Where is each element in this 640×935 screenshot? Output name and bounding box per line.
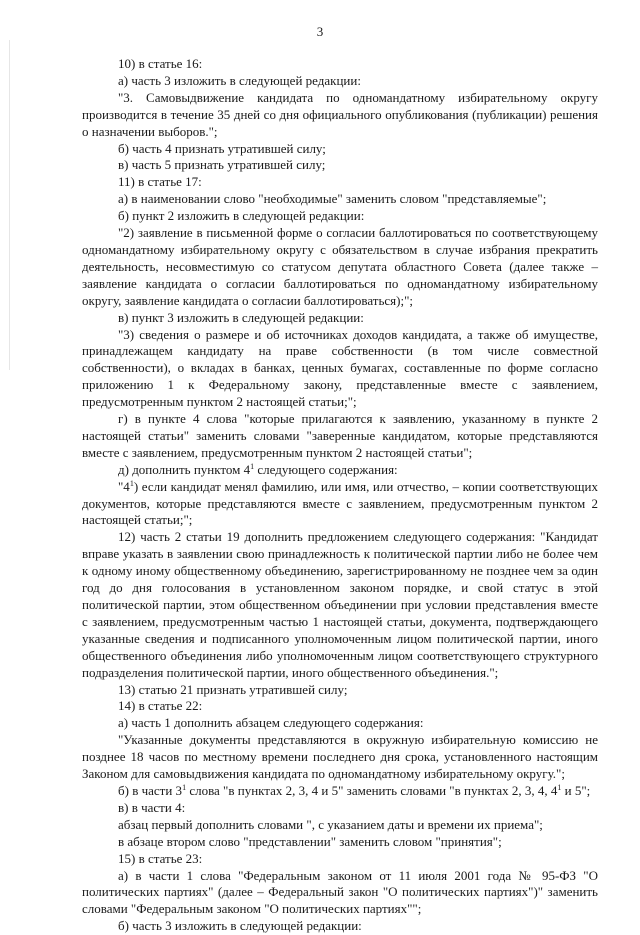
paragraph (82, 800, 598, 817)
paragraph-text: 10) в статье 16: (118, 56, 203, 71)
paragraph (82, 174, 598, 191)
paragraph-text: в абзаце втором слово "представлении" заменить словом "принятия"; (118, 833, 502, 849)
paragraph-text: д) дополнить пунктом 4 (118, 461, 251, 477)
paragraph (82, 141, 598, 158)
paragraph (82, 834, 598, 851)
paragraph-text: слова "в пунктах 2, 3, 4 и 5" заменить словами "в пунктах 2, 3, 4, 4 (186, 782, 558, 798)
paragraph (82, 918, 598, 935)
paragraph-text: в) в части 4: (118, 799, 186, 815)
paragraph-text: 12) часть 2 статьи 19 дополнить предложением следующего содержания: "Кандидат вправе указать в заявлении свою принадлежность к политической партии либо не более чем к одному иному общественному объединению, зарегистрированному не позднее чем за один год до дня голосования в установленном законом порядке, и свой статус в этой политической партии, этом общественном объединении при условии представления вместе с заявлением, предусмотренным частью 1 настоящей статьи, документа, подтверждающего указанные сведения и подписанного уполномоченным лицом политической партии, иного общественного объединения либо уполномоченным лицом соответствующего структурного подразделения политической партии, иного общественного объединения."; (82, 529, 598, 680)
paragraph-text: "3. Самовыдвижение кандидата по одномандатному избирательному округу производится в течение 35 дней со дня официального опубликования (публикации) решения о назначении выборов."; (82, 89, 598, 139)
paragraph (82, 529, 598, 681)
paragraph-text: в) пункт 3 изложить в следующей редакции: (118, 309, 364, 325)
paragraph-text: "4 (118, 478, 130, 494)
paragraph (82, 327, 598, 412)
paragraph-text: следующего содержания: (254, 461, 398, 477)
paragraph-text: а) в наименовании слово "необходимые" заменить словом "представляемые"; (118, 191, 547, 207)
paragraph (82, 868, 598, 919)
paragraph-text: "2) заявление в письменной форме о согласии баллотироваться по соответствующему одномандатному избирательному округу с обязательством в случае избрания прекратить деятельность, несовместимую со статусом депутата областного Совета (далее также – заявление кандидата о согласии баллотироваться по одномандатному избирательному округу, заявление кандидата о согласии баллотироваться);"; (82, 225, 598, 308)
paragraph-text: в) часть 5 признать утратившей силу; (118, 157, 326, 173)
paragraph (82, 73, 598, 90)
paragraph-text: б) часть 3 изложить в следующей редакции: (118, 918, 362, 934)
paragraph-text: "Указанные документы представляются в окружную избирательную комиссию не позднее 18 часов по местному времени последнего дня срока, установленного настоящим Законом для самовыдвижения кандидата по одномандатному избирательному округу."; (82, 732, 598, 782)
paragraph-text: 15) в статье 23: (118, 850, 203, 866)
paragraph-text: "3) сведения о размере и об источниках доходов кандидата, а также об имуществе, принадлежащем кандидату на праве собственности (в том числе совместной собственности), о вкладах в банках, ценных бумагах, составленные по форме согласно приложению 1 к Федеральному закону, представленные вместе с заявлением, предусмотренным пунктом 2 настоящей статьи;"; (82, 326, 598, 410)
page-number: 3 (316, 24, 324, 39)
paragraph-text: б) в части 3 (118, 782, 183, 798)
paragraph (82, 191, 598, 208)
paragraph-text: б) часть 4 признать утратившей силу; (118, 140, 326, 156)
paragraph-text: 13) статью 21 признать утратившей силу; (118, 681, 348, 697)
paragraph (82, 225, 598, 310)
document-body (82, 56, 598, 935)
paragraph-text: ) если кандидат менял фамилию, или имя, или отчество, – копии соответствующих документов, которые представляются вместе с заявлением, предусмотренным пунктом 2 настоящей статьи;"; (82, 478, 598, 528)
paragraph (82, 851, 598, 868)
superscript-index: 1 (557, 782, 562, 792)
paragraph (82, 682, 598, 699)
paragraph-text: а) в части 1 слова "Федеральным законом от 11 июля 2001 года № 95-ФЗ "О политических партиях" (далее – Федеральный закон "О политических партиях")" заменить словами "Федеральным законом "О политических партиях""; (82, 867, 598, 917)
superscript-index: 1 (182, 782, 187, 792)
paragraph-text: а) часть 1 дополнить абзацем следующего содержания: (118, 715, 424, 731)
paragraph (82, 715, 598, 732)
paragraph (82, 157, 598, 174)
paragraph-text: 14) в статье 22: (118, 698, 203, 714)
paragraph (82, 310, 598, 327)
superscript-index: 1 (129, 478, 134, 488)
paragraph-text: б) пункт 2 изложить в следующей редакции: (118, 208, 365, 224)
paragraph (82, 698, 598, 715)
paragraph-text: абзац первый дополнить словами ", с указанием даты и времени их приема"; (118, 816, 543, 832)
superscript-index: 1 (250, 461, 255, 471)
paragraph-text: г) в пункте 4 слова "которые прилагаются к заявлению, указанному в пункте 2 настоящей статьи" заменить словами "заверенные кандидатом, которые представляются вместе с заявлением, предусмотренным пунктом 2 настоящей статьи"; (82, 411, 598, 460)
paragraph (82, 479, 598, 530)
paragraph (82, 411, 598, 462)
scan-edge-line (9, 40, 10, 370)
paragraph-text: и 5"; (561, 782, 591, 798)
paragraph-text: а) часть 3 изложить в следующей редакции: (118, 72, 361, 88)
paragraph (82, 90, 598, 141)
paragraph (82, 817, 598, 834)
paragraph (82, 732, 598, 783)
paragraph-text: 11) в статье 17: (118, 174, 202, 190)
paragraph (82, 208, 598, 225)
paragraph (82, 783, 598, 800)
paragraph (82, 56, 598, 73)
paragraph (82, 462, 598, 479)
